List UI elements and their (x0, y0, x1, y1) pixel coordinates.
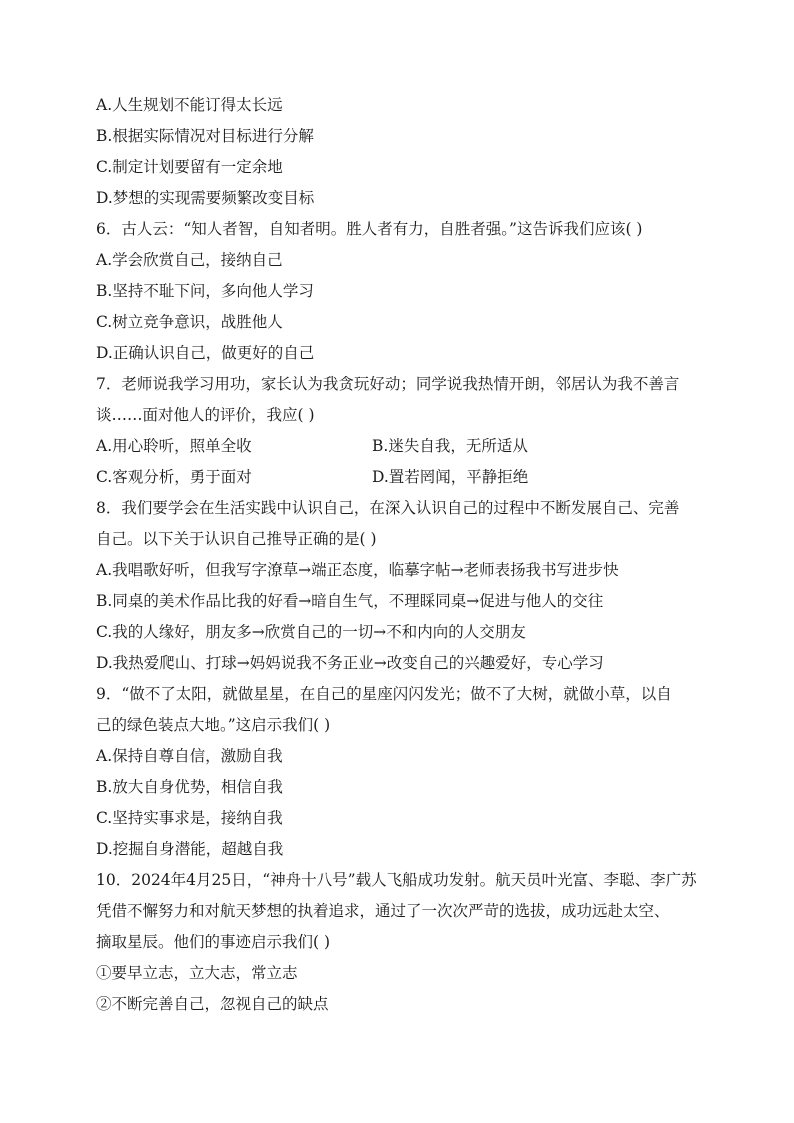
option-c: C.坚持实事求是，接纳自我 (96, 809, 283, 827)
question-stem-line-1: 8．我们要学会在生活实践中认识自己，在深入认识自己的过程中不断发展自己、完善 (96, 499, 680, 517)
question-stem-line-3: 摘取星辰。他们的事迹启示我们( ) (96, 933, 331, 951)
question-8 (96, 493, 706, 679)
option-a: A.保持自尊自信，激励自我 (96, 747, 283, 765)
question-stem-line-1: 10．2024年4月25日，“神舟十八号”载人飞船成功发射。航天员叶光富、李聪、李广苏 (96, 871, 697, 889)
option-c: C.我的人缘好，朋友多→欣赏自己的一切→不和内向的人交朋友 (96, 623, 526, 641)
option-c: C.树立竞争意识，战胜他人 (96, 313, 283, 331)
question-6 (96, 214, 706, 369)
option-a: A.人生规划不能订得太长远 (96, 96, 283, 114)
option-row-1 (96, 431, 706, 462)
question-7 (96, 369, 706, 493)
option-c: C.客观分析，勇于面对 (96, 468, 252, 486)
question-content (96, 90, 706, 1020)
question-stem-line-2: 自己。以下关于认识自己推导正确的是( ) (96, 530, 377, 548)
option-a: A.我唱歌好听，但我写字潦草→端正态度，临摹字帖→老师表扬我书写进步快 (96, 561, 619, 579)
question-stem-line-1: 7．老师说我学习用功，家长认为我贪玩好动；同学说我热情开朗，邻居认为我不善言 (96, 375, 680, 393)
option-b: B.坚持不耻下问，多向他人学习 (96, 282, 314, 300)
option-c: C.制定计划要留有一定余地 (96, 158, 283, 176)
question-10 (96, 865, 706, 1020)
question-stem-line-2: 凭借不懈努力和对航天梦想的执着追求，通过了一次次严苛的选拔，成功远赴太空、 (96, 902, 670, 920)
question-stem-line-1: 9．“做不了太阳，就做星星，在自己的星座闪闪发光；做不了大树，就做小草，以自 (96, 685, 672, 703)
option-d: D.正确认识自己，做更好的自己 (96, 344, 315, 362)
question-stem-line-2: 己的绿色装点大地。”这启示我们( ) (96, 716, 331, 734)
option-b: B.放大自身优势，相信自我 (96, 778, 283, 796)
option-d: D.我热爱爬山、打球→妈妈说我不务正业→改变自己的兴趣爱好，专心学习 (96, 654, 604, 672)
option-row-2 (96, 462, 706, 493)
question-5-options (96, 90, 706, 214)
option-b: B.迷失自我，无所适从 (372, 437, 528, 455)
option-d: D.梦想的实现需要频繁改变目标 (96, 189, 315, 207)
statement-2: ②不断完善自己，忽视自己的缺点 (96, 995, 329, 1013)
option-a: A.用心聆听，照单全收 (96, 437, 252, 455)
question-stem: 6．古人云：“知人者智，自知者明。胜人者有力，自胜者强。”这告诉我们应该( ) (96, 220, 643, 238)
option-d: D.置若罔闻，平静拒绝 (372, 468, 529, 486)
option-b: B.同桌的美术作品比我的好看→暗自生气，不理睬同桌→促进与他人的交往 (96, 592, 604, 610)
question-9 (96, 679, 706, 865)
statement-1: ①要早立志，立大志，常立志 (96, 964, 298, 982)
option-d: D.挖掘自身潜能，超越自我 (96, 840, 284, 858)
option-b: B.根据实际情况对目标进行分解 (96, 127, 314, 145)
question-stem-line-2: 谈……面对他人的评价，我应( ) (96, 406, 315, 424)
option-a: A.学会欣赏自己，接纳自己 (96, 251, 283, 269)
